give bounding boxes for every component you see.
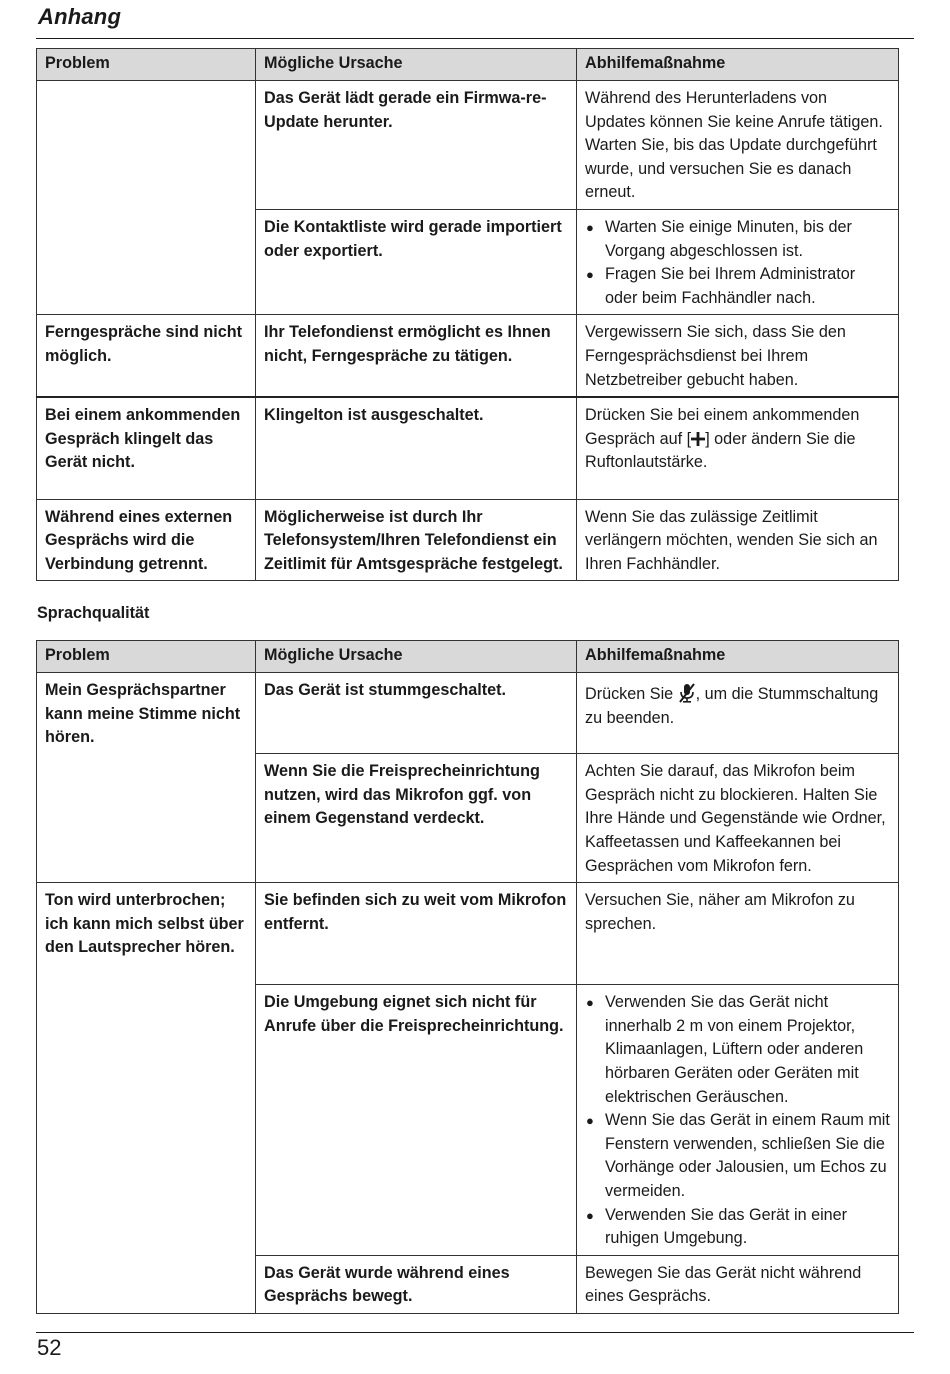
table-row — [37, 315, 899, 397]
bullet-item: ● Verwenden Sie das Gerät nicht innerhalb 2 m von einem Projektor, Klimaanlagen, Lüftern oder anderen hörbaren Geräten oder Geräten mit elektrischen Geräuschen. — [585, 991, 890, 1109]
remedy-cell: Während des Herunterladens von Updates können Sie keine Anrufe tätigen. Warten Sie, bis das Update durchgeführt wurde, und versuchen Sie es danach erneut. — [577, 81, 899, 210]
cause-cell: Möglicherweise ist durch Ihr Telefonsystem/Ihren Telefondienst ein Zeitlimit für Amtsgespräche festgelegt. — [256, 499, 577, 581]
table-header-row — [37, 49, 899, 81]
remedy-cell: Wenn Sie das zulässige Zeitlimit verlängern möchten, wenden Sie sich an Ihren Fachhändler. — [577, 499, 899, 581]
remedy-cell — [577, 397, 899, 499]
page-title: Anhang — [38, 4, 122, 29]
page-header — [36, 2, 914, 39]
problem-cell — [37, 985, 256, 1256]
remedy-bullet-list — [585, 216, 890, 310]
remedy-cell — [577, 985, 899, 1256]
problem-cell — [37, 81, 256, 210]
remedy-cell: Achten Sie darauf, das Mikrofon beim Gespräch nicht zu blockieren. Halten Sie Ihre Hände und Gegenstände wie Ordner, Kaffeetassen und Kaffeekannen bei Gesprächen vom Mikrofon fern. — [577, 754, 899, 883]
remedy-cell — [577, 673, 899, 754]
remedy-text-after: ] oder ändern Sie die Ruftonlautstärke. — [585, 429, 856, 472]
cause-cell: Das Gerät wurde während eines Gesprächs bewegt. — [256, 1255, 577, 1313]
cause-cell: Die Kontaktliste wird gerade importiert oder exportiert. — [256, 209, 577, 314]
cause-cell: Die Umgebung eignet sich nicht für Anrufe über die Freisprecheinrichtung. — [256, 985, 577, 1256]
column-header-cause: Mögliche Ursache — [256, 49, 577, 81]
problem-cell — [37, 1255, 256, 1313]
table-row — [37, 209, 899, 314]
problem-cell — [37, 754, 256, 883]
remedy-bullet-list — [585, 991, 890, 1251]
column-header-problem: Problem — [37, 641, 256, 673]
remedy-cell — [577, 209, 899, 314]
troubleshooting-table-2 — [36, 640, 899, 1314]
table-header-row — [37, 641, 899, 673]
remedy-cell: Vergewissern Sie sich, dass Sie den Ferngesprächsdienst bei Ihrem Netzbetreiber gebucht haben. — [577, 315, 899, 397]
remedy-cell: Versuchen Sie, näher am Mikrofon zu sprechen. — [577, 883, 899, 985]
table-row — [37, 754, 899, 883]
table-row — [37, 1255, 899, 1313]
remedy-text-before: Drücken Sie — [585, 685, 678, 703]
troubleshooting-table-1 — [36, 48, 899, 581]
plus-key-icon — [691, 430, 705, 444]
column-header-remedy: Abhilfemaßnahme — [577, 49, 899, 81]
section-title-sprachqualitaet: Sprachqualität — [37, 604, 150, 622]
remedy-text-after: , um die Stummschaltung zu beenden. — [585, 685, 879, 727]
table-row — [37, 81, 899, 210]
bullet-item: ● Warten Sie einige Minuten, bis der Vorgang abgeschlossen ist. — [585, 216, 890, 263]
column-header-cause: Mögliche Ursache — [256, 641, 577, 673]
remedy-text-before: Drücken Sie bei einem ankommenden Gespräch auf [ — [585, 406, 860, 448]
problem-cell: Mein Gesprächspartner kann meine Stimme nicht hören. — [37, 673, 256, 754]
table-row — [37, 499, 899, 581]
problem-cell: Ferngespräche sind nicht möglich. — [37, 315, 256, 397]
bullet-item: ● Verwenden Sie das Gerät in einer ruhigen Umgebung. — [585, 1204, 890, 1251]
page-footer — [36, 1332, 914, 1360]
column-header-problem: Problem — [37, 49, 256, 81]
problem-cell: Bei einem ankommenden Gespräch klingelt das Gerät nicht. — [37, 397, 256, 499]
mic-mute-icon — [678, 683, 696, 703]
problem-cell: Ton wird unterbrochen; ich kann mich selbst über den Lautsprecher hören. — [37, 883, 256, 985]
cause-cell: Wenn Sie die Freisprecheinrichtung nutzen, wird das Mikrofon ggf. von einem Gegenstand verdeckt. — [256, 754, 577, 883]
cause-cell: Das Gerät ist stummgeschaltet. — [256, 673, 577, 754]
column-header-remedy: Abhilfemaßnahme — [577, 641, 899, 673]
bullet-item: ● Wenn Sie das Gerät in einem Raum mit Fenstern verwenden, schließen Sie die Vorhänge oder Jalousien, um Echos zu vermeiden. — [585, 1109, 890, 1203]
remedy-cell: Bewegen Sie das Gerät nicht während eines Gesprächs. — [577, 1255, 899, 1313]
cause-cell: Das Gerät lädt gerade ein Firmwa-re-Update herunter. — [256, 81, 577, 210]
bullet-item: ● Fragen Sie bei Ihrem Administrator oder beim Fachhändler nach. — [585, 263, 890, 310]
page-number: 52 — [37, 1335, 62, 1360]
problem-cell: Während eines externen Gesprächs wird die Verbindung getrennt. — [37, 499, 256, 581]
cause-cell: Sie befinden sich zu weit vom Mikrofon entfernt. — [256, 883, 577, 985]
table-row — [37, 985, 899, 1256]
cause-cell: Ihr Telefondienst ermöglicht es Ihnen nicht, Ferngespräche zu tätigen. — [256, 315, 577, 397]
table-row — [37, 397, 899, 499]
cause-cell: Klingelton ist ausgeschaltet. — [256, 397, 577, 499]
table-row — [37, 883, 899, 985]
table-row — [37, 673, 899, 754]
problem-cell — [37, 209, 256, 314]
